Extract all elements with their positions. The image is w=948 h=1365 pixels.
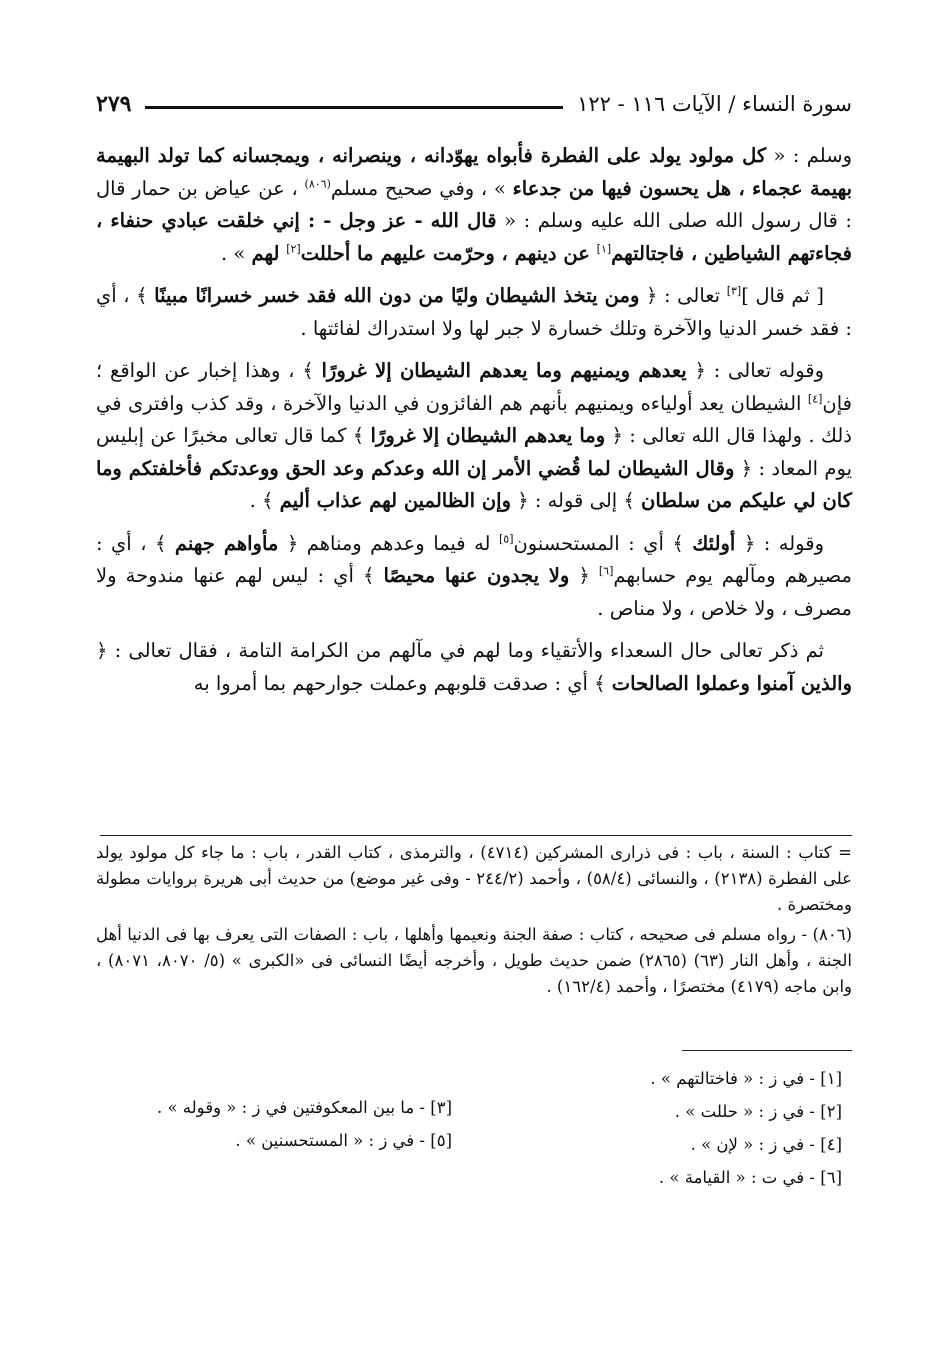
text-run: ﴾ أي : ليس لهم عنها مندوحة ولا مصرف ، ولا خلاص ، ولا مناص . <box>96 564 852 620</box>
text-run: ﴾ كما قال تعالى مخبرًا عن إبليس يوم المعاد : ﴿ <box>96 424 852 480</box>
text-run: ﴾ أي : صدقت قلوبهم وعملت جوارحهم بما أمروا به <box>193 671 612 695</box>
paragraph-verse-116 <box>96 280 852 345</box>
footnote-continuation: = كتاب : السنة ، باب : فى ذرارى المشركين (٤٧١٤) ، والترمذى ، كتاب القدر ، باب : ما جاء كل مولود يولد على الفطرة (٢١٣٨) ، والنسائى (٥٨/٤) ، وأحمد (٢٤٤/٢ - وفى غير موضع) من حديث أبى هريرة بروايات مطولة ومختصرة . <box>96 843 853 914</box>
note-marker: [٢] <box>286 242 301 255</box>
quran-verse: ولا يجدون عنها محيصًا <box>383 564 570 587</box>
quran-verse: وما يعدهم الشيطان إلا غرورًا <box>370 424 606 447</box>
notes-column-right <box>482 1062 842 1194</box>
variant-notes <box>96 1062 852 1212</box>
text-run: ﴾ ، وهذا إخبار عن الواقع ؛ فإن <box>96 359 852 415</box>
text-run: ﴾ إلى قوله : ﴿ <box>511 489 642 512</box>
quran-verse: وقال الشيطان لما قُضي الأمر إن الله وعدكم وعد الحق ووعدتكم فأخلفتكم وما كان لي عليكم من سلطان <box>96 456 852 512</box>
header-rule <box>145 106 563 109</box>
variant-note: [٤] - في ز : « لإن » . <box>690 1135 842 1154</box>
paragraph-hadith <box>96 140 852 270</box>
text-run: [ ثم قال ] <box>741 284 824 307</box>
variant-note: [١] - في ز : « فاختالتهم » . <box>650 1069 842 1088</box>
footnotes <box>96 840 852 1004</box>
note-marker: [٣] <box>726 284 742 298</box>
variant-note: [٦] - في ت : « القيامة » . <box>658 1168 842 1187</box>
text-run: له فيما وعدهم ومناهم ﴿ <box>278 531 499 555</box>
variant-note: [٥] - في ز : « المستحسنين » . <box>235 1131 452 1150</box>
text-run: ﴾ ، أي : فقد خسر الدنيا والآخرة وتلك خسارة لا جبر لها ولا استدراك لفائتها . <box>96 284 852 340</box>
note-marker: [٦] <box>598 564 614 578</box>
text-run: » ، وفي صحيح مسلم <box>330 176 513 200</box>
hadith-text: عن دينهم ، وحرّمت عليهم ما أحللت <box>300 241 597 265</box>
notes-column-left <box>100 1091 452 1157</box>
text-run: ﴿ <box>569 564 599 587</box>
quran-verse: أولئك <box>692 531 736 555</box>
paragraph-verse-120 <box>96 355 852 518</box>
variant-note: [٣] - ما بين المعكوفتين في ز : « وقوله » . <box>156 1098 452 1117</box>
running-title: سورة النساء / الآيات ١١٦ - ١٢٢ <box>577 92 852 116</box>
notes-divider <box>682 1050 852 1051</box>
text-run: ، عن عياض بن حمار قال : قال رسول الله صلى الله عليه وسلم : « <box>96 176 852 232</box>
note-marker: [١] <box>596 242 612 255</box>
text-run: وقوله : ﴿ <box>735 531 824 555</box>
quran-verse: والذين آمنوا وعملوا الصالحات <box>611 671 852 695</box>
footnote-806: (٨٠٦) - رواه مسلم فى صحيحه ، كتاب : صفة الجنة ونعيمها وأهلها ، باب : الصفات التى يعرف بها فى الدنيا أهل الجنة ، وأهل النار (٦٣) (٢٨٦٥) ضمن حديث طويل ، وأخرجه أيضًا النسائى فى «الكبرى » (٥/ ٨٠٧٠، ٨٠٧١) ، وابن ماجه (٤١٧٩) مختصرًا ، وأحمد (١٦٢/٤) . <box>96 925 852 996</box>
page-number: ٢٧٩ <box>96 91 132 117</box>
text-run: ﴾ أي : المستحسنون <box>513 531 693 555</box>
text-run: الشيطان يعد أولياءه ويمنيهم بأنهم هم الفائزون في الدنيا والآخرة ، وقد كذب وافترى في ذلك . ولهذا قال الله تعالى : ﴿ <box>96 391 852 447</box>
note-marker: [٤] <box>807 392 823 405</box>
quran-verse: يعدهم ويمنيهم وما يعدهم الشيطان إلا غرورًا <box>321 359 687 382</box>
text-run: تعالى : ﴿ <box>639 284 727 307</box>
text-run: وقوله تعالى : ﴿ <box>686 359 825 382</box>
hadith-text: كل مولود يولد على الفطرة فأبواه يهوّدانه ، وينصرانه ، ويمجسانه كما تولد البهيمة بهيمة عجماء ، هل يحسون فيها من جدعاء <box>96 144 853 200</box>
variant-note: [٢] - في ز : « حللت » . <box>674 1102 842 1121</box>
body-text <box>96 140 852 710</box>
quran-verse: وإن الظالمين لهم عذاب أليم <box>279 489 511 512</box>
page-header <box>96 84 852 124</box>
paragraph-verse-121 <box>96 528 852 626</box>
text-run: » . <box>220 241 252 265</box>
note-marker: [٥] <box>498 532 514 545</box>
text-run: ﴾ . <box>249 489 280 512</box>
quran-verse: مأواهم جهنم <box>174 531 279 555</box>
quran-verse: ومن يتخذ الشيطان وليًا من دون الله فقد خسر خسرانًا مبينًا <box>154 284 640 307</box>
hadith-text: قال الله - عز وجل - : إني خلقت عبادي حنفاء ، فجاءتهم الشياطين ، فاجتالتهم <box>96 209 852 265</box>
hadith-text: لهم <box>251 241 287 265</box>
reference-marker: (٨٠٦) <box>304 177 331 190</box>
text-run: ﴾ ، أي : مصيرهم ومآلهم يوم حسابهم <box>96 531 852 587</box>
text-run: وسلم : « <box>766 144 852 167</box>
paragraph-verse-122 <box>96 635 852 700</box>
text-run: ثم ذكر تعالى حال السعداء والأتقياء وما لهم في مآلهم من الكرامة التامة ، فقال تعالى : ﴿ <box>96 639 824 662</box>
footnote-divider <box>100 835 852 836</box>
